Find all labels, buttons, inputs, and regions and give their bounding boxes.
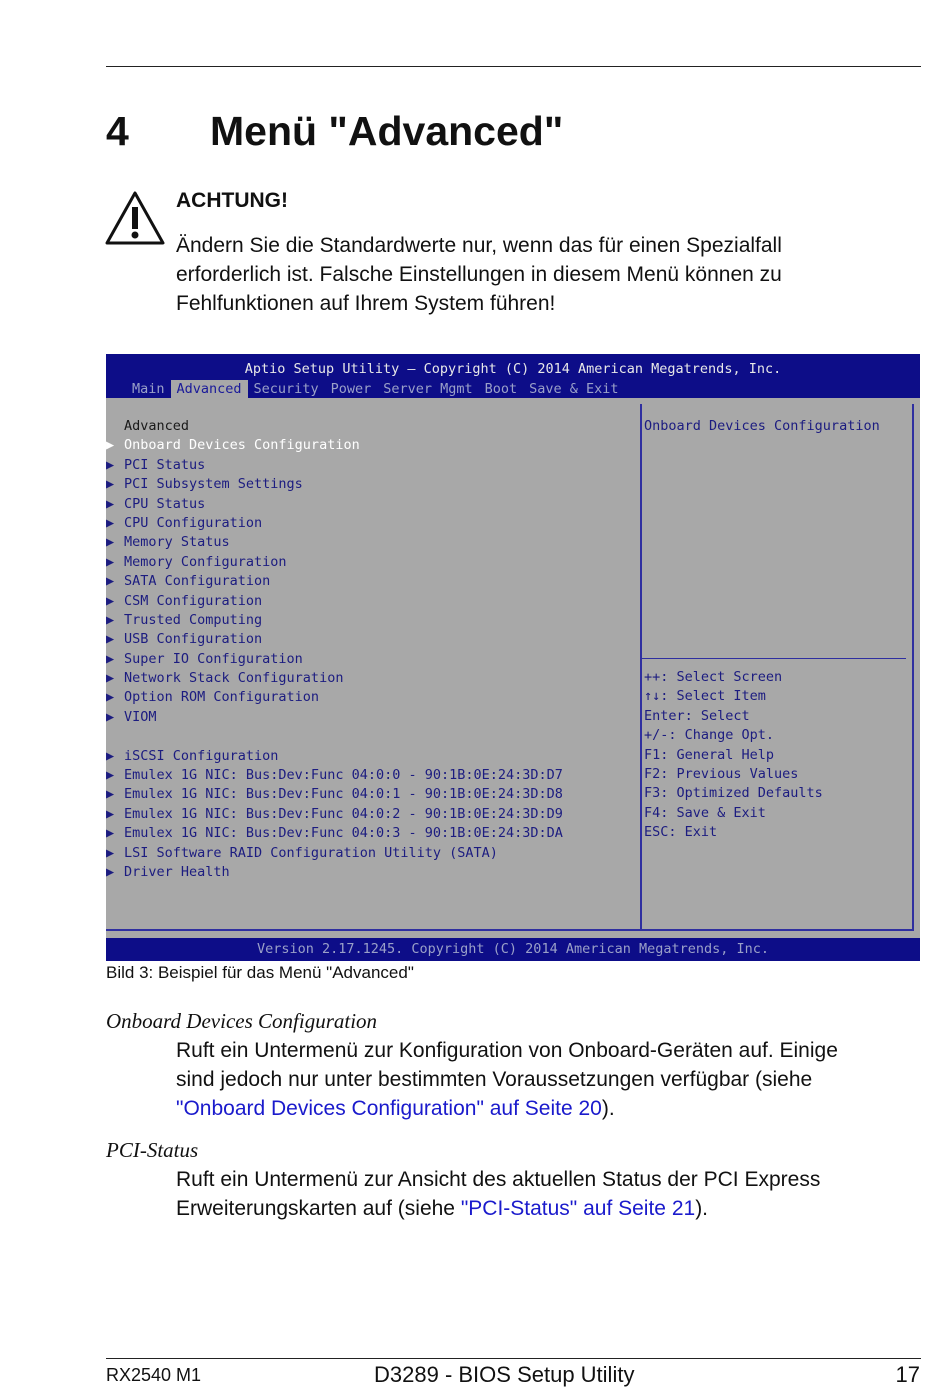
bios-menu-item[interactable] [106, 844, 636, 863]
bios-key-hint: ++: Select Screen [644, 669, 783, 685]
bios-menu-item[interactable] [106, 708, 636, 727]
bios-menu-item[interactable] [106, 592, 636, 611]
bios-menu-item-label: Memory Status [124, 534, 230, 551]
bios-menu-item-label: Option ROM Configuration [124, 689, 320, 706]
bios-tab-save-exit[interactable]: Save & Exit [529, 381, 619, 397]
desc-line-text: Erweiterungskarten auf (siehe [176, 1197, 461, 1220]
footer-model: RX2540 M1 [106, 1365, 202, 1385]
footer-rule [106, 1358, 921, 1359]
bios-menu-item[interactable] [106, 514, 636, 533]
submenu-arrow-icon: ▶ [106, 650, 115, 667]
bios-header [106, 354, 920, 398]
bios-menu-item-label: PCI Subsystem Settings [124, 476, 303, 493]
bios-menu-item[interactable] [106, 650, 636, 669]
submenu-arrow-icon: ▶ [106, 844, 115, 861]
warning-triangle-icon [104, 190, 166, 246]
bios-menu-item[interactable] [106, 863, 636, 882]
bios-menu-item[interactable] [106, 475, 636, 494]
bios-screenshot [106, 354, 920, 961]
submenu-arrow-icon: ▶ [106, 573, 115, 590]
desc-line: Ruft ein Untermenü zur Konfiguration von Onboard-Geräten auf. Einige [176, 1039, 838, 1062]
bios-key-hint: ↑↓: Select Item [644, 688, 766, 705]
footer-title: D3289 - BIOS Setup Utility [374, 1362, 635, 1387]
bios-key-hint: +/-: Change Opt. [644, 727, 775, 744]
warning-line: Ändern Sie die Standardwerte nur, wenn das für einen Spezialfall [176, 234, 782, 257]
onboard-devices-link[interactable]: "Onboard Devices Configuration" auf Seite 20 [176, 1097, 602, 1120]
bios-menu-item[interactable] [106, 553, 636, 572]
submenu-arrow-icon: ▶ [106, 708, 115, 725]
bios-spacer [106, 727, 636, 746]
bios-divider [640, 404, 642, 929]
link-suffix: ). [695, 1197, 709, 1220]
bios-menu-item-label: VIOM [124, 708, 157, 725]
bios-menu-item[interactable] [106, 456, 636, 475]
bios-menu-item[interactable] [106, 630, 636, 649]
bios-key-hint: F3: Optimized Defaults [644, 785, 823, 802]
desc-line: sind jedoch nur unter bestimmten Voraussetzungen verfügbar (siehe [176, 1068, 813, 1091]
submenu-arrow-icon: ▶ [106, 825, 115, 842]
bios-menu-item[interactable] [106, 688, 636, 707]
term-onboard-devices: Onboard Devices Configuration [106, 1009, 378, 1033]
bios-menu-item-label: PCI Status [124, 456, 206, 473]
bios-tab-bar [126, 380, 625, 398]
bios-menu-item-label: LSI Software RAID Configuration Utility (SATA) [124, 844, 498, 861]
header-rule [106, 66, 921, 67]
desc-onboard-devices [176, 1036, 921, 1123]
bios-tab-main[interactable]: Main [132, 381, 165, 397]
bios-menu-item[interactable] [106, 436, 636, 455]
submenu-arrow-icon: ▶ [106, 514, 115, 531]
bios-key-hint: F2: Previous Values [644, 765, 799, 782]
bios-menu-item[interactable] [106, 785, 636, 804]
bios-menu-item-label: iSCSI Configuration [124, 747, 279, 764]
bios-key-hint: F1: General Help [644, 746, 775, 763]
submenu-arrow-icon: ▶ [106, 767, 115, 784]
bios-tab-server-mgmt[interactable]: Server Mgmt [383, 381, 473, 397]
bios-menu-item[interactable] [106, 572, 636, 591]
bios-title: Aptio Setup Utility – Copyright (C) 2014 American Megatrends, Inc. [244, 361, 782, 377]
bios-menu-item[interactable] [106, 747, 636, 766]
bios-section-header: Advanced [124, 418, 190, 434]
warning-text [176, 231, 896, 318]
bios-key-hint: ESC: Exit [644, 824, 718, 841]
bios-menu-item-label: Memory Configuration [124, 553, 287, 570]
bios-menu-item-label: Emulex 1G NIC: Bus:Dev:Func 04:0:1 - 90:1B:0E:24:3D:D8 [124, 786, 563, 803]
bios-menu-item[interactable] [106, 669, 636, 688]
chapter-title: Menü "Advanced" [210, 108, 564, 154]
term-pci-status: PCI-Status [106, 1138, 199, 1162]
submenu-arrow-icon: ▶ [106, 495, 115, 512]
bios-menu-item-label: Emulex 1G NIC: Bus:Dev:Func 04:0:3 - 90:1B:0E:24:3D:DA [124, 825, 563, 842]
submenu-arrow-icon: ▶ [106, 747, 115, 764]
desc-pci-status [176, 1165, 921, 1223]
bios-menu [106, 417, 636, 882]
submenu-arrow-icon: ▶ [106, 805, 115, 822]
bios-menu-item[interactable] [106, 805, 636, 824]
submenu-arrow-icon: ▶ [106, 670, 115, 687]
bios-menu-item-label: Onboard Devices Configuration [124, 437, 360, 454]
submenu-arrow-icon: ▶ [106, 689, 115, 706]
bios-help-separator [642, 658, 906, 659]
bios-menu-item-label: Emulex 1G NIC: Bus:Dev:Func 04:0:2 - 90:1B:0E:24:3D:D9 [124, 805, 563, 822]
bios-menu-item[interactable] [106, 495, 636, 514]
bios-tab-boot[interactable]: Boot [484, 381, 518, 397]
bios-menu-item-label: Driver Health [124, 863, 230, 880]
chapter-number: 4 [106, 108, 129, 154]
bios-footer: Version 2.17.1245. Copyright (C) 2014 American Megatrends, Inc. [106, 938, 920, 961]
bios-menu-item[interactable] [106, 824, 636, 843]
bios-tab-power[interactable]: Power [330, 381, 372, 397]
figure-caption: Bild 3: Beispiel für das Menü "Advanced" [106, 963, 414, 982]
bios-menu-item[interactable] [106, 766, 636, 785]
desc-line [176, 1094, 921, 1123]
submenu-arrow-icon: ▶ [106, 476, 115, 493]
submenu-arrow-icon: ▶ [106, 553, 115, 570]
warning-line: Fehlfunktionen auf Ihrem System führen! [176, 292, 556, 315]
page-number: 17 [895, 1362, 920, 1387]
warning-heading: ACHTUNG! [176, 189, 288, 212]
submenu-arrow-icon: ▶ [106, 786, 115, 803]
warning-line: erforderlich ist. Falsche Einstellungen in diesem Menü können zu [176, 263, 782, 286]
submenu-arrow-icon: ▶ [106, 437, 115, 454]
bios-key-hint: F4: Save & Exit [644, 804, 766, 821]
submenu-arrow-icon: ▶ [106, 631, 115, 648]
bios-menu-item-label: SATA Configuration [124, 573, 271, 590]
bios-menu-item-label: CPU Status [124, 495, 206, 512]
bios-tab-advanced[interactable]: Advanced [171, 380, 248, 398]
submenu-arrow-icon: ▶ [106, 534, 115, 551]
desc-line: Ruft ein Untermenü zur Ansicht des aktuellen Status der PCI Express [176, 1168, 821, 1191]
bios-menu-item-label: Trusted Computing [124, 611, 263, 628]
pci-status-link[interactable]: "PCI-Status" auf Seite 21 [460, 1197, 696, 1220]
submenu-arrow-icon: ▶ [106, 456, 115, 473]
submenu-arrow-icon: ▶ [106, 863, 115, 880]
bios-menu-item-label: Emulex 1G NIC: Bus:Dev:Func 04:0:0 - 90:1B:0E:24:3D:D7 [124, 767, 563, 784]
bios-menu-item-label: Network Stack Configuration [124, 670, 344, 687]
bios-key-hint: Enter: Select [644, 707, 750, 724]
bios-help-title: Onboard Devices Configuration [644, 418, 880, 434]
bios-menu-item-label: CSM Configuration [124, 592, 263, 609]
bios-menu-item[interactable] [106, 533, 636, 552]
link-suffix: ). [601, 1097, 615, 1120]
bios-key-legend [644, 668, 823, 843]
bios-menu-item-label: Super IO Configuration [124, 650, 303, 667]
bios-tab-security[interactable]: Security [253, 381, 319, 397]
desc-line [176, 1194, 921, 1223]
bios-menu-item[interactable] [106, 611, 636, 630]
bios-menu-item-label: USB Configuration [124, 631, 263, 648]
submenu-arrow-icon: ▶ [106, 592, 115, 609]
bios-menu-item-label: CPU Configuration [124, 514, 263, 531]
submenu-arrow-icon: ▶ [106, 611, 115, 628]
